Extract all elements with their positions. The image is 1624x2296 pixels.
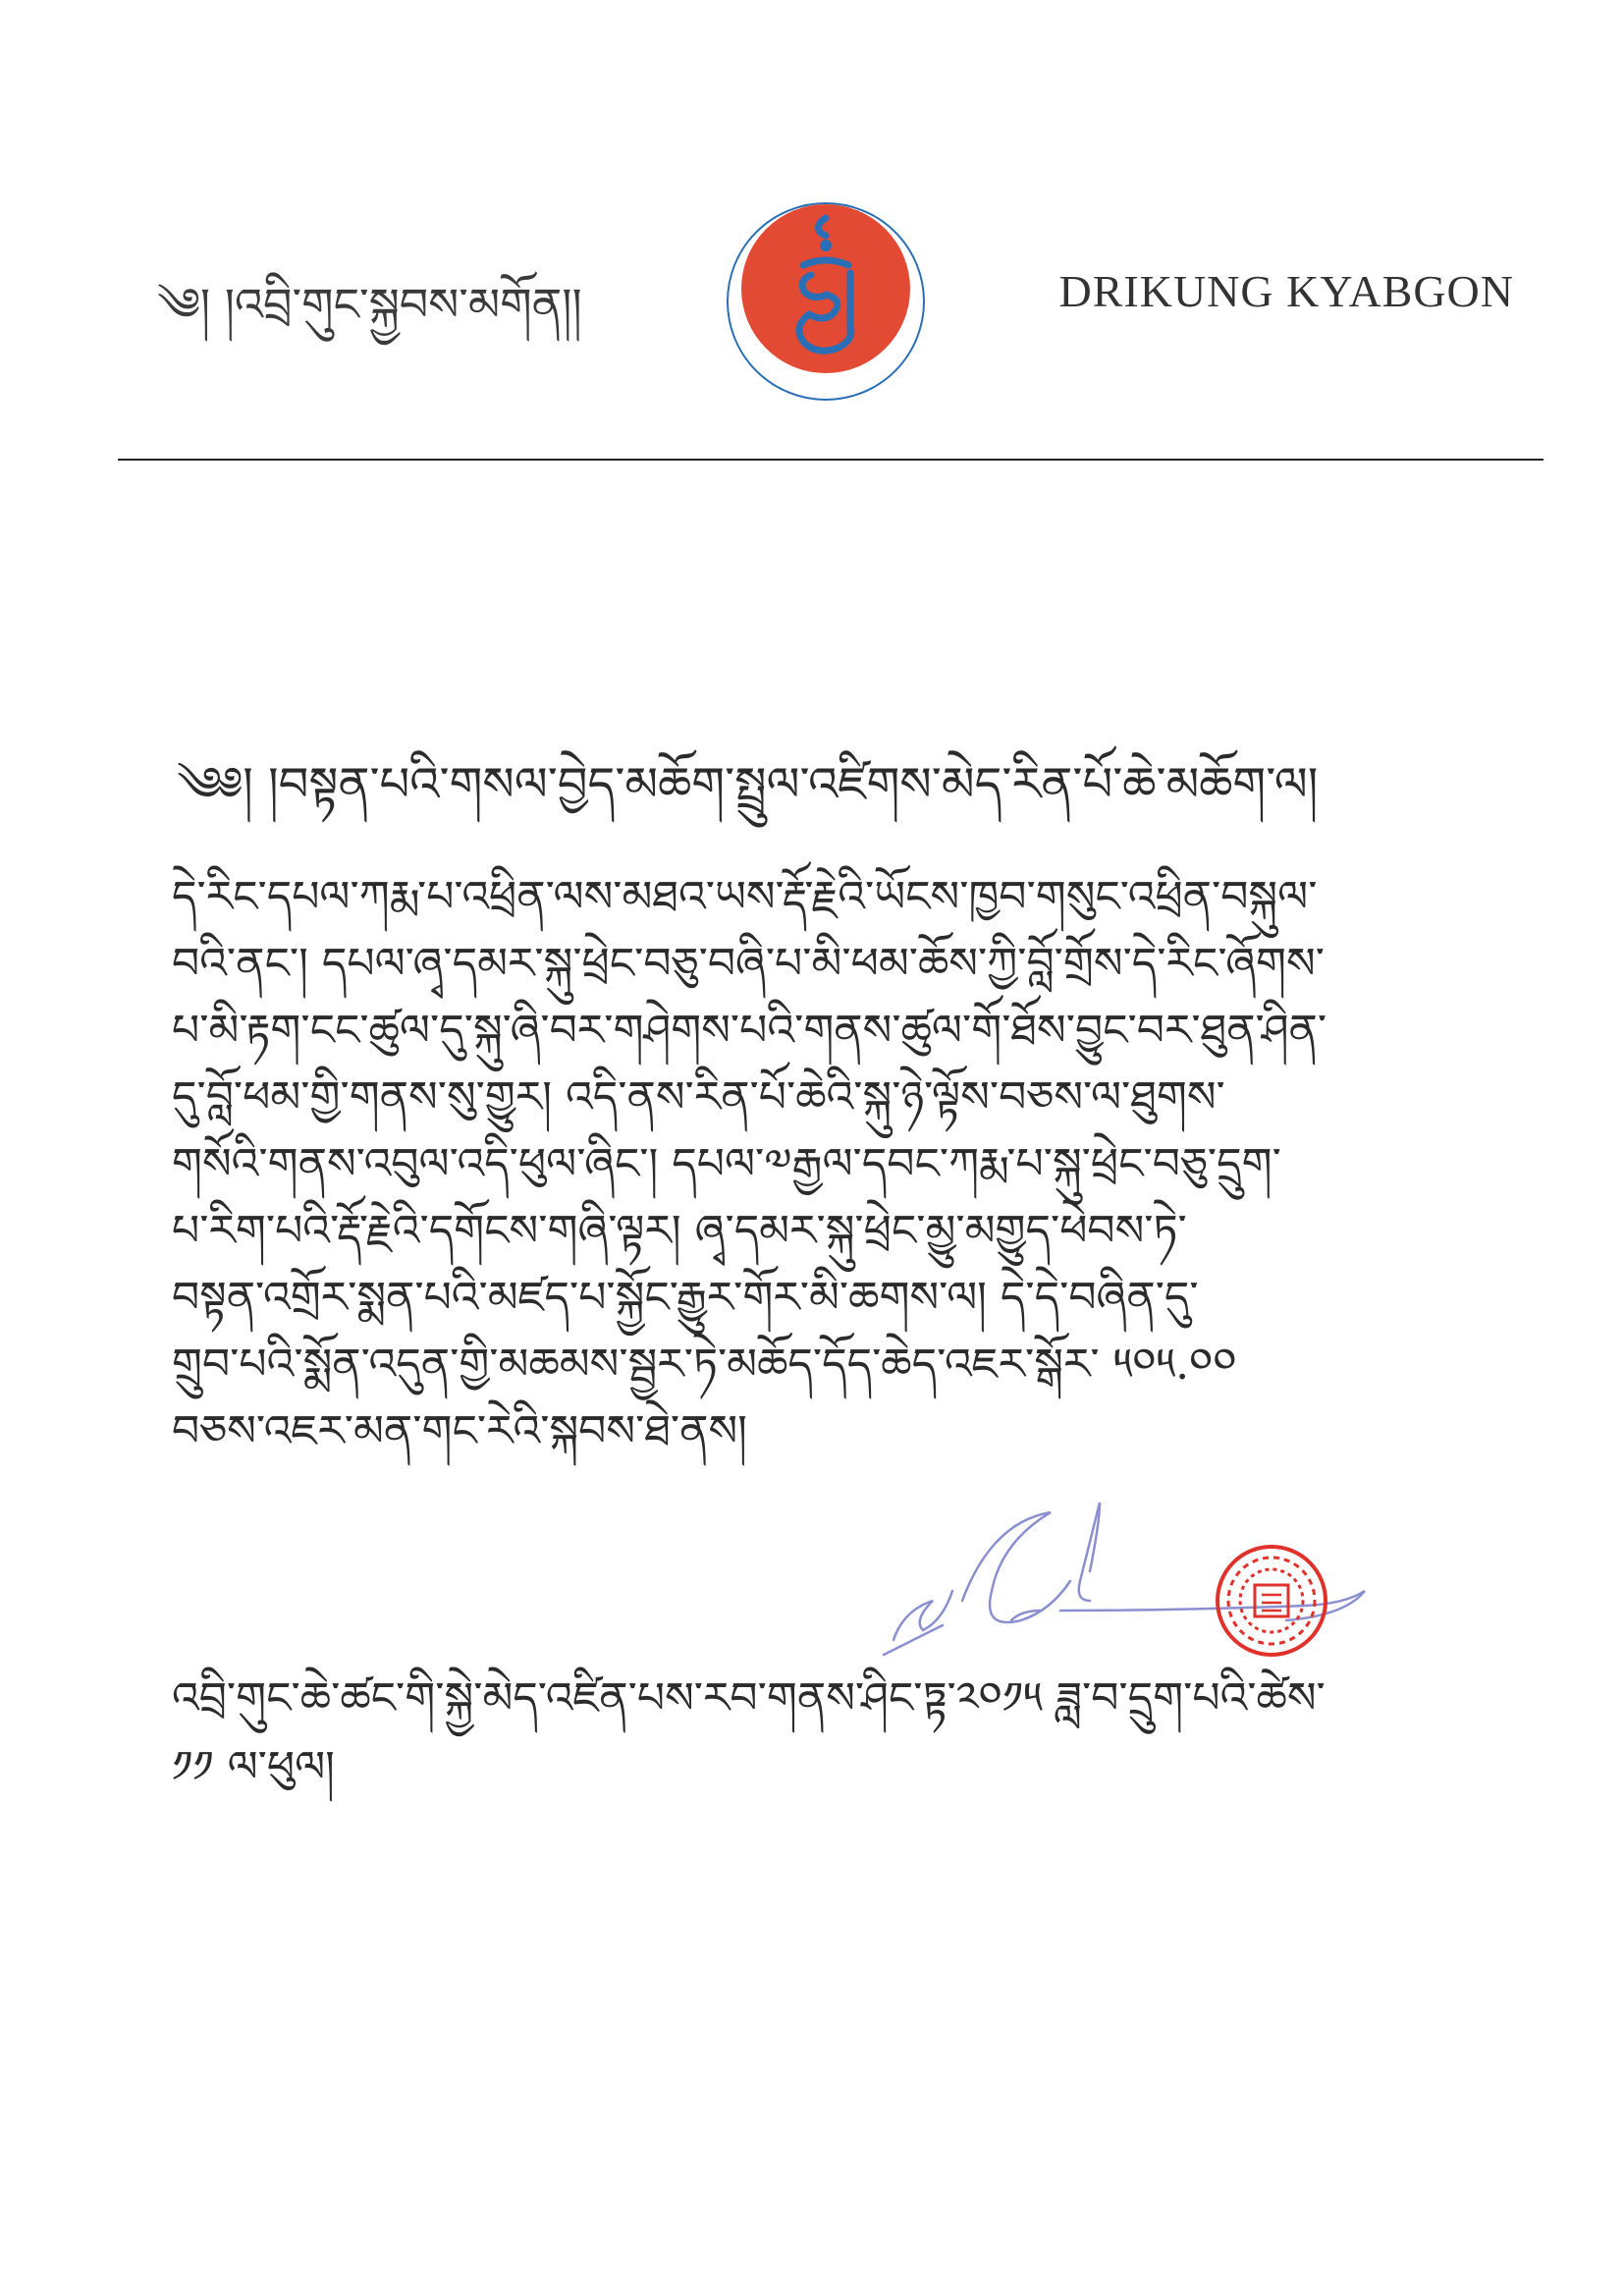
tibetan-letterhead-title: ༄། །འབྲི་གུང་སྐྱབས་མགོན།། xyxy=(157,278,582,331)
handwritten-signature xyxy=(884,1503,1365,1655)
body-line: གྲུབ་པའི་སྨོན་འདུན་གྱི་མཆམས་སྦྱར་ཏེ་མཆོད་དོད་ཆེད་འཇར་སྒོར་ ༥༠༥.༠༠ xyxy=(172,1339,1237,1390)
date-line: ༡༡ ལ་ཕུལ། xyxy=(172,1742,335,1792)
body-line: གསོའི་གནས་འབུལ་འདི་ཕུལ་ཞིང་། དཔལ་༧རྒྱལ་དབང་ཀརྨ་པ་སྐུ་ཕྲེང་བཅུ་དྲུག་ xyxy=(172,1139,1281,1189)
body-line: པ་རིག་པའི་རྡོ་རྗེའི་དགོངས་གཞི་ལྟར། ཞྭ་དམར་སྐུ་ཕྲེང་མྱུ་མགྱུད་ཕེབས་ཏེ་ xyxy=(172,1206,1187,1256)
date-line: འབྲི་གུང་ཆེ་ཚང་གི་སྐྱེ་མེད་འཛིན་པས་རབ་གནས་ཤིང་ཏྟ་༢༠༡༥ ཟླ་བ་དྲུག་པའི་ཚེས་ xyxy=(172,1673,1326,1723)
body-line: བཅས་འཇར་མན་གང་རེའི་སྐབས་ཐེ་ནས། xyxy=(172,1406,747,1456)
body-line: བའི་ནང་། དཔལ་ཞྭ་དམར་སྐུ་ཕྲེང་བཅུ་བཞི་པ་མི་ཕམ་ཆོས་ཀྱི་བློ་གྲོས་དེ་རིང་ཞོགས་ xyxy=(172,939,1325,989)
body-line: དུ་བློ་ཕམ་གྱི་གནས་སུ་གྱུར། འདི་ནས་རིན་པོ་ཆེའི་སྐུ་ཉེ་ལྟོས་བཅས་ལ་ཐུགས་ xyxy=(172,1072,1225,1122)
letter-salutation: ༄༅། །བསྟན་པའི་གསལ་བྱེད་མཆོག་སྤྲུལ་འཛིགས་མེད་རིན་པོ་ཆེ་མཆོག་ལ། xyxy=(177,757,1319,812)
body-line: པ་མི་རྟག་ངང་ཚུལ་དུ་སྐུ་ཞི་བར་གཤེགས་པའི་གནས་ཚུལ་གོ་ཐོས་བྱུང་བར་ཐུན་ཤིན་ xyxy=(172,1006,1327,1056)
body-line: བསྟན་འགྲོར་སྨན་པའི་མཛད་པ་སྐྱོང་རྒྱུར་གོར་མི་ཆགས་ལ། དེ་དེ་བཞིན་དུ་ xyxy=(172,1273,1199,1323)
letter-date xyxy=(172,1665,1507,1802)
letter-body xyxy=(172,864,1488,1465)
body-line: དེ་རིང་དཔལ་ཀརྨ་པ་འཕྲིན་ལས་མཐའ་ཡས་རྡོ་རྗེའི་ཡོངས་ཁྱབ་གསུང་འཕྲིན་བསྐུལ་ xyxy=(172,872,1318,922)
signature-and-seal xyxy=(864,1493,1394,1669)
english-letterhead-title: DRIKUNG KYABGON xyxy=(1058,266,1514,316)
red-seal-stamp xyxy=(1218,1547,1326,1655)
header-divider xyxy=(118,459,1543,461)
om-syllable-logo xyxy=(725,196,931,408)
